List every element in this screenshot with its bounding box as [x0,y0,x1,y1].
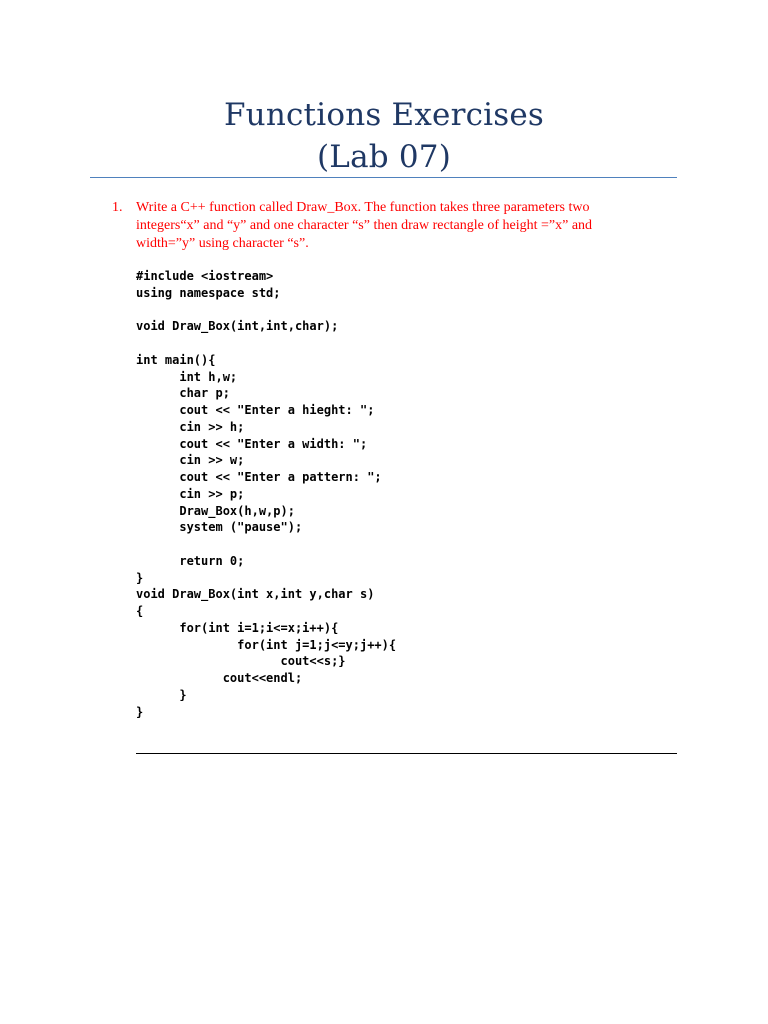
code-line: using namespace std; [136,285,281,300]
question-text: Write a C++ function called Draw_Box. The function takes three parameters two integers“x” and “y” and one character “s” then draw rectangle of height =”x” and width=”y” using character “s”. [136,200,593,251]
title-line-1: Functions Exercises [223,97,545,133]
code-line: } [136,570,144,585]
code-line: #include <iostream> [136,269,274,283]
code-line: system ("pause"); [136,520,303,535]
code-line: return 0; [136,553,245,568]
code-line: { [136,604,144,618]
code-line: } [136,687,187,702]
code-line: void Draw_Box(int,int,char); [136,319,339,334]
code-line: cout << "Enter a width: "; [136,436,368,451]
code-line: char p; [136,386,230,401]
code-line [136,536,396,553]
code-line: cin >> w; [136,453,245,468]
title-line-2: (Lab 07) [316,139,451,175]
code-line [136,335,396,352]
code-line: cout << "Enter a pattern: "; [136,470,382,484]
code-line: cout << "Enter a hieght: "; [136,403,375,417]
title-divider [90,177,677,178]
code-line: int main(){ [136,352,216,367]
code-block [136,268,396,720]
code-line: } [136,704,144,719]
question-number: 1. [112,200,123,215]
code-line: cout<<endl; [136,671,303,685]
code-line: void Draw_Box(int x,int y,char s) [136,587,375,602]
code-line: int h,w; [136,369,238,384]
code-line: cin >> p; [136,486,245,501]
code-line [136,302,396,319]
code-line: cout<<s;} [136,654,346,669]
page-title [0,94,768,178]
code-line: Draw_Box(h,w,p); [136,503,295,518]
code-line: for(int j=1;j<=y;j++){ [136,637,397,652]
code-line: for(int i=1;i<=x;i++){ [136,620,339,635]
code-line: cin >> h; [136,419,245,434]
section-end-divider [136,753,677,754]
